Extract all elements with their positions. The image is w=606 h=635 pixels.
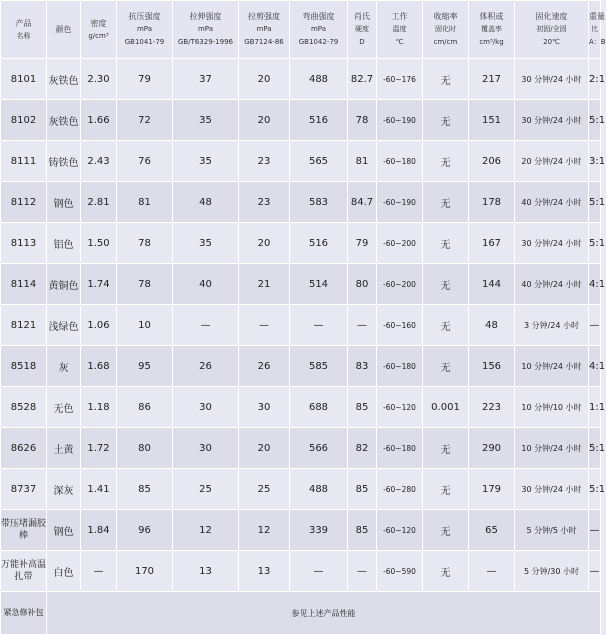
header-text: 抗压强度 bbox=[128, 12, 161, 21]
table-cell: 土黄 bbox=[47, 428, 81, 469]
table-cell: 217 bbox=[469, 59, 515, 100]
table-cell: 8528 bbox=[1, 387, 47, 428]
table-cell: 2.43 bbox=[81, 141, 117, 182]
table-cell: 30 bbox=[173, 387, 239, 428]
table-cell: -60~160 bbox=[377, 305, 423, 346]
table-row bbox=[1, 469, 601, 510]
table-cell: 35 bbox=[173, 100, 239, 141]
table-cell: 488 bbox=[290, 469, 348, 510]
table-cell: 566 bbox=[290, 428, 348, 469]
table-cell: — bbox=[173, 305, 239, 346]
table-cell: 339 bbox=[290, 510, 348, 551]
table-cell: 10 分钟/24 小时 bbox=[515, 428, 589, 469]
table-cell: 488 bbox=[290, 59, 348, 100]
header-text: mPa bbox=[136, 25, 152, 33]
table-cell: 钢色 bbox=[47, 182, 81, 223]
table-cell: 5 分钟/5 小时 bbox=[515, 510, 589, 551]
table-cell: 179 bbox=[469, 469, 515, 510]
table-cell: — bbox=[239, 305, 290, 346]
table-cell: 688 bbox=[290, 387, 348, 428]
table-cell: 5:1 bbox=[589, 100, 601, 141]
table-cell: 2:1 bbox=[589, 59, 601, 100]
table-row bbox=[1, 305, 601, 346]
table-cell: 206 bbox=[469, 141, 515, 182]
column-header bbox=[239, 1, 290, 59]
table-row bbox=[1, 182, 601, 223]
table-cell: 40 分钟/24 小时 bbox=[515, 182, 589, 223]
table-cell: 1.74 bbox=[81, 264, 117, 305]
table-cell: 81 bbox=[117, 182, 173, 223]
header-text: cm³/kg bbox=[479, 38, 504, 46]
header-text: A：B bbox=[589, 38, 606, 46]
table-cell: 80 bbox=[117, 428, 173, 469]
table-cell: 深灰 bbox=[47, 469, 81, 510]
table-cell: 583 bbox=[290, 182, 348, 223]
table-cell: 1.06 bbox=[81, 305, 117, 346]
table-cell: 65 bbox=[469, 510, 515, 551]
table-cell: 5:1 bbox=[589, 469, 601, 510]
header-text: D bbox=[359, 38, 365, 46]
table-row bbox=[1, 387, 601, 428]
table-cell: 26 bbox=[173, 346, 239, 387]
table-cell: 万能补高温扎带 bbox=[1, 551, 47, 592]
header-text: 工作 bbox=[391, 12, 408, 21]
table-cell: 无 bbox=[423, 182, 469, 223]
table-cell: 40 bbox=[173, 264, 239, 305]
table-cell: — bbox=[589, 510, 601, 551]
column-header bbox=[423, 1, 469, 59]
column-header bbox=[290, 1, 348, 59]
table-cell: 无 bbox=[423, 59, 469, 100]
table-cell: -60~180 bbox=[377, 346, 423, 387]
table-cell: 灰铁色 bbox=[47, 59, 81, 100]
header-text: 肖氏 bbox=[354, 12, 370, 21]
table-cell: 无 bbox=[423, 346, 469, 387]
table-cell: 95 bbox=[117, 346, 173, 387]
table-cell: 83 bbox=[348, 346, 377, 387]
table-note: 参见上述产品性能 bbox=[47, 592, 601, 635]
table-cell: — bbox=[348, 551, 377, 592]
table-cell: 无 bbox=[423, 510, 469, 551]
table-cell: 85 bbox=[348, 387, 377, 428]
table-cell: 灰 bbox=[47, 346, 81, 387]
header-text: 产品 bbox=[15, 18, 32, 28]
table-cell: 48 bbox=[469, 305, 515, 346]
table-cell: 13 bbox=[173, 551, 239, 592]
column-header bbox=[47, 1, 81, 59]
table-row bbox=[1, 510, 601, 551]
table-cell: 78 bbox=[117, 223, 173, 264]
table-cell: 1.50 bbox=[81, 223, 117, 264]
table-cell: 25 bbox=[173, 469, 239, 510]
table-cell: -60~120 bbox=[377, 387, 423, 428]
table-cell: 12 bbox=[239, 510, 290, 551]
column-header bbox=[589, 1, 606, 59]
column-header bbox=[117, 1, 173, 59]
column-header bbox=[81, 1, 117, 59]
table-cell: -60~180 bbox=[377, 428, 423, 469]
table-cell: 35 bbox=[173, 141, 239, 182]
header-text: 固化时 bbox=[435, 25, 456, 33]
table-row bbox=[1, 592, 601, 635]
table-cell: 无色 bbox=[47, 387, 81, 428]
table-cell: 81 bbox=[348, 141, 377, 182]
table-cell: 25 bbox=[239, 469, 290, 510]
header-text: 固化速度 bbox=[535, 12, 568, 21]
table-cell: 浅绿色 bbox=[47, 305, 81, 346]
header-text: 比 bbox=[591, 25, 598, 33]
table-cell: 4:1 bbox=[589, 264, 601, 305]
table-cell: 钢色 bbox=[47, 510, 81, 551]
table-cell: 72 bbox=[117, 100, 173, 141]
header-text: 颜色 bbox=[55, 25, 72, 34]
table-cell: 40 分钟/24 小时 bbox=[515, 264, 589, 305]
table-cell: 78 bbox=[348, 100, 377, 141]
table-cell: -60~280 bbox=[377, 469, 423, 510]
table-cell: 10 分钟/10 小时 bbox=[515, 387, 589, 428]
table-cell: 无 bbox=[423, 100, 469, 141]
table-cell: — bbox=[589, 305, 601, 346]
table-cell: 1.84 bbox=[81, 510, 117, 551]
table-cell: 铸铁色 bbox=[47, 141, 81, 182]
table-cell: 26 bbox=[239, 346, 290, 387]
table-cell: 无 bbox=[423, 428, 469, 469]
table-row bbox=[1, 223, 601, 264]
table-cell: 8113 bbox=[1, 223, 47, 264]
header-text: GB/T6329-1996 bbox=[177, 38, 233, 46]
table-cell: 2.30 bbox=[81, 59, 117, 100]
table-cell: 85 bbox=[348, 469, 377, 510]
table-cell: 30 bbox=[239, 387, 290, 428]
table-cell: 8626 bbox=[1, 428, 47, 469]
table-cell: 5:1 bbox=[589, 223, 601, 264]
table-cell: 8102 bbox=[1, 100, 47, 141]
table-cell: 20 bbox=[239, 223, 290, 264]
table-cell: 48 bbox=[173, 182, 239, 223]
table-cell: -60~180 bbox=[377, 141, 423, 182]
table-cell: 8737 bbox=[1, 469, 47, 510]
table-cell: 8101 bbox=[1, 59, 47, 100]
table-cell: 290 bbox=[469, 428, 515, 469]
header-text: ℃ bbox=[395, 38, 404, 46]
table-cell: 灰铁色 bbox=[47, 100, 81, 141]
header-text: 初固/全固 bbox=[536, 25, 567, 33]
table-cell: 30 分钟/24 小时 bbox=[515, 223, 589, 264]
table-cell: 5:1 bbox=[589, 428, 601, 469]
header-text: 拉剪强度 bbox=[248, 12, 280, 21]
table-cell: 铝色 bbox=[47, 223, 81, 264]
table-cell: 无 bbox=[423, 469, 469, 510]
table-cell: -60~190 bbox=[377, 182, 423, 223]
table-cell: 5 分钟/30 小时 bbox=[515, 551, 589, 592]
table-cell: 无 bbox=[423, 223, 469, 264]
header-text: mPa bbox=[310, 25, 326, 33]
table-cell: 1:1 bbox=[589, 387, 601, 428]
table-cell: -60~590 bbox=[377, 551, 423, 592]
table-cell: 5:1 bbox=[589, 182, 601, 223]
table-cell: 无 bbox=[423, 141, 469, 182]
table-cell: 1.72 bbox=[81, 428, 117, 469]
table-cell: 8114 bbox=[1, 264, 47, 305]
table-cell: 10 bbox=[117, 305, 173, 346]
table-cell: 10 分钟/24 小时 bbox=[515, 346, 589, 387]
table-cell: — bbox=[469, 551, 515, 592]
table-cell: 156 bbox=[469, 346, 515, 387]
table-cell: 76 bbox=[117, 141, 173, 182]
table-cell: — bbox=[81, 551, 117, 592]
table-cell: 3:1 bbox=[589, 141, 601, 182]
table-cell: 30 bbox=[173, 428, 239, 469]
table-row bbox=[1, 264, 601, 305]
table-cell: 585 bbox=[290, 346, 348, 387]
table-cell: 84.7 bbox=[348, 182, 377, 223]
table-cell: -60~190 bbox=[377, 100, 423, 141]
header-text: 硬度 bbox=[355, 25, 369, 33]
header-row bbox=[1, 1, 601, 59]
header-text: g/cm³ bbox=[88, 31, 109, 40]
table-cell: 8112 bbox=[1, 182, 47, 223]
table-cell: 167 bbox=[469, 223, 515, 264]
table-cell: 85 bbox=[348, 510, 377, 551]
table-cell: 514 bbox=[290, 264, 348, 305]
table-cell: 13 bbox=[239, 551, 290, 592]
header-text: 温度 bbox=[392, 25, 407, 33]
column-header bbox=[515, 1, 589, 59]
column-header bbox=[173, 1, 239, 59]
table-row bbox=[1, 141, 601, 182]
table-cell: 12 bbox=[173, 510, 239, 551]
table-cell: 白色 bbox=[47, 551, 81, 592]
table-row bbox=[1, 551, 601, 592]
table-cell: — bbox=[348, 305, 377, 346]
table-cell: 223 bbox=[469, 387, 515, 428]
table-cell: 0.001 bbox=[423, 387, 469, 428]
table-cell: 35 bbox=[173, 223, 239, 264]
table-cell: 23 bbox=[239, 141, 290, 182]
table-cell: 151 bbox=[469, 100, 515, 141]
table-cell: 1.18 bbox=[81, 387, 117, 428]
table-cell: 20 bbox=[239, 59, 290, 100]
table-cell: 1.66 bbox=[81, 100, 117, 141]
table-cell: 82.7 bbox=[348, 59, 377, 100]
header-text: 拉伸强度 bbox=[189, 12, 222, 21]
table-cell: 79 bbox=[348, 223, 377, 264]
header-text: 密度 bbox=[90, 18, 107, 28]
header-text: GB1042-79 bbox=[298, 38, 339, 46]
table-cell: 565 bbox=[290, 141, 348, 182]
table-cell: 86 bbox=[117, 387, 173, 428]
table-cell: 2.81 bbox=[81, 182, 117, 223]
header-text: 重量 bbox=[589, 12, 605, 21]
header-text: mPa bbox=[197, 25, 213, 33]
column-header bbox=[469, 1, 515, 59]
table-cell: 无 bbox=[423, 551, 469, 592]
table-cell: 178 bbox=[469, 182, 515, 223]
table-row bbox=[1, 428, 601, 469]
table-cell: 82 bbox=[348, 428, 377, 469]
table-cell: — bbox=[290, 305, 348, 346]
table-cell: 516 bbox=[290, 100, 348, 141]
table-cell: 无 bbox=[423, 264, 469, 305]
table-cell: 30 分钟/24 小时 bbox=[515, 469, 589, 510]
table-cell: 4:1 bbox=[589, 346, 601, 387]
header-text: 覆盖率 bbox=[481, 25, 502, 33]
table-cell: 144 bbox=[469, 264, 515, 305]
table-cell: 21 bbox=[239, 264, 290, 305]
table-row bbox=[1, 100, 601, 141]
column-header bbox=[1, 1, 47, 59]
table-cell: 黄铜色 bbox=[47, 264, 81, 305]
header-text: GB1041-79 bbox=[124, 38, 165, 46]
header-text: 体积或 bbox=[479, 12, 504, 21]
header-text: 收缩率 bbox=[433, 12, 458, 21]
header-text: 名称 bbox=[16, 31, 31, 40]
table-cell: 20 bbox=[239, 100, 290, 141]
table-cell: 紧急修补包 bbox=[1, 592, 47, 635]
table-cell: -60~200 bbox=[377, 223, 423, 264]
table-row bbox=[1, 346, 601, 387]
table-cell: 8121 bbox=[1, 305, 47, 346]
table-cell: 170 bbox=[117, 551, 173, 592]
table-cell: 37 bbox=[173, 59, 239, 100]
table-cell: 3 分钟/24 小时 bbox=[515, 305, 589, 346]
table-row bbox=[1, 59, 601, 100]
table-cell: 8518 bbox=[1, 346, 47, 387]
header-text: cm/cm bbox=[433, 38, 458, 46]
header-text: 20℃ bbox=[543, 38, 560, 46]
table-cell: 无 bbox=[423, 305, 469, 346]
table-cell: 23 bbox=[239, 182, 290, 223]
table-cell: -60~176 bbox=[377, 59, 423, 100]
table-cell: -60~200 bbox=[377, 264, 423, 305]
table-cell: 1.41 bbox=[81, 469, 117, 510]
header-text: 弯曲强度 bbox=[302, 12, 335, 21]
table-cell: 20 分钟/24 小时 bbox=[515, 141, 589, 182]
table-cell: — bbox=[589, 551, 601, 592]
table-cell: 1.68 bbox=[81, 346, 117, 387]
table-cell: 30 分钟/24 小时 bbox=[515, 59, 589, 100]
table-cell: 带压堵漏胶棒 bbox=[1, 510, 47, 551]
table-cell: 78 bbox=[117, 264, 173, 305]
header-text: mPa bbox=[256, 25, 272, 33]
table-cell: 20 bbox=[239, 428, 290, 469]
column-header bbox=[348, 1, 377, 59]
table-cell: 8111 bbox=[1, 141, 47, 182]
table-cell: — bbox=[290, 551, 348, 592]
column-header bbox=[377, 1, 423, 59]
table-cell: 85 bbox=[117, 469, 173, 510]
table-cell: 79 bbox=[117, 59, 173, 100]
table-cell: 80 bbox=[348, 264, 377, 305]
table-cell: -60~120 bbox=[377, 510, 423, 551]
table-cell: 96 bbox=[117, 510, 173, 551]
header-text: GB7124-86 bbox=[244, 38, 284, 46]
table-cell: 30 分钟/24 小时 bbox=[515, 100, 589, 141]
table-cell: 516 bbox=[290, 223, 348, 264]
